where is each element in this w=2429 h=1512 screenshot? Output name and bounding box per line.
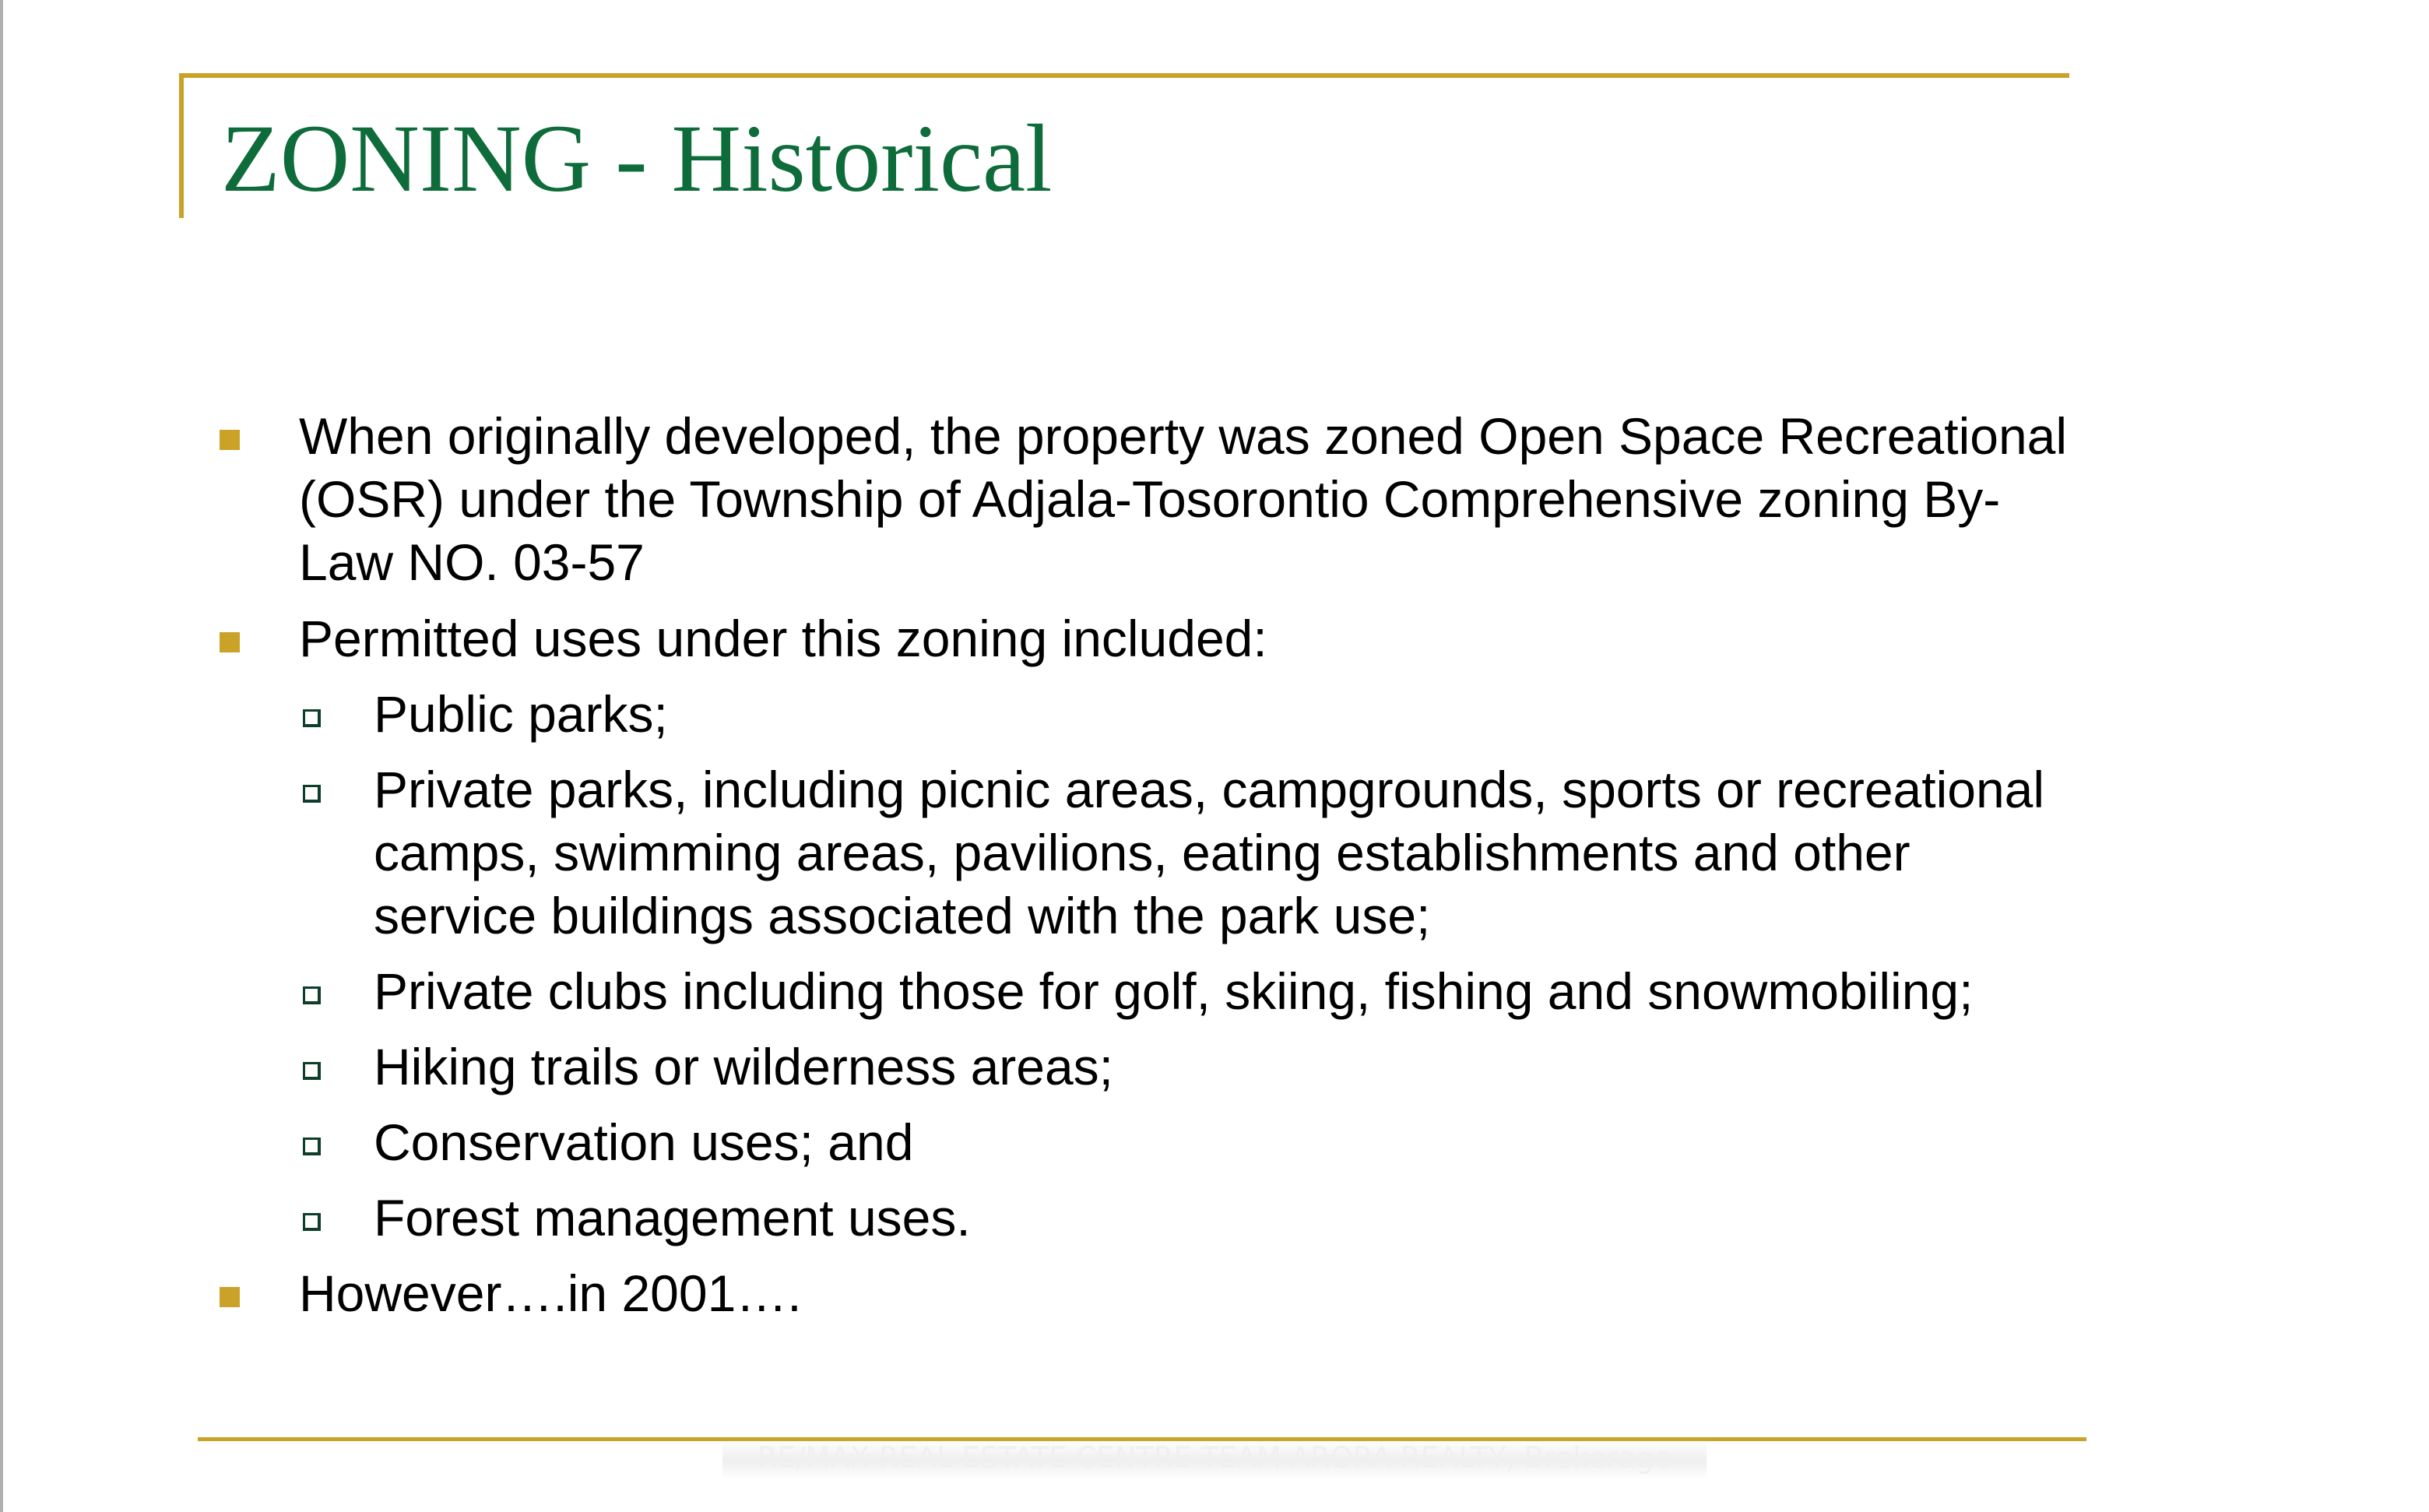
sub-bullet-text: Public parks; [374,685,668,743]
sub-bullet-item-hiking-trails [374,1036,2086,1099]
sub-bullet-text: Forest management uses. [374,1189,971,1247]
sub-bullet-text: Hiking trails or wilderness areas; [374,1038,1114,1095]
sub-bullet-item-public-parks [374,683,2086,746]
sub-bullet-text: Private clubs including those for golf, skiing, fishing and snowmobiling; [374,962,1974,1020]
sub-bullet-text: Conservation uses; and [374,1113,914,1171]
bullet-text: When originally developed, the property was zoned Open Space Recreational (OSR) under the Township of Adjala-Tosorontio Comprehensive zoning By-Law NO. 03-57 [299,407,2068,591]
sub-bullet-text: Private parks, including picnic areas, campgrounds, sports or recreational camps, swimming areas, pavilions, eating establishments and other service buildings associated with the park use; [374,761,2045,944]
gold-square-bullet-icon [220,1287,240,1307]
brokerage-watermark: RE/MAX REAL ESTATE CENTRE TEAM ARORA REALTY, Brokerage [722,1439,1707,1479]
slide-title: ZONING - Historical [221,105,1053,212]
bullet-item-zoned-osr [299,405,2090,594]
sub-bullet-item-conservation [374,1111,2086,1174]
hollow-box-bullet-icon [303,986,321,1004]
gold-square-bullet-icon [220,430,240,450]
hollow-box-bullet-icon [303,1138,321,1155]
sub-bullet-item-forest-management [374,1187,2086,1250]
bullet-item-permitted-uses [299,607,2090,670]
hollow-box-bullet-icon [303,1062,321,1080]
sub-bullet-item-private-parks [374,758,2086,948]
bullet-item-however-2001 [299,1262,2090,1325]
gold-square-bullet-icon [220,632,240,652]
bullet-text: However….in 2001…. [299,1264,802,1322]
hollow-box-bullet-icon [303,1213,321,1231]
bullet-text: Permitted uses under this zoning included: [299,610,1267,667]
hollow-box-bullet-icon [303,709,321,727]
sub-bullet-item-private-clubs [374,960,2086,1023]
hollow-box-bullet-icon [303,785,321,803]
